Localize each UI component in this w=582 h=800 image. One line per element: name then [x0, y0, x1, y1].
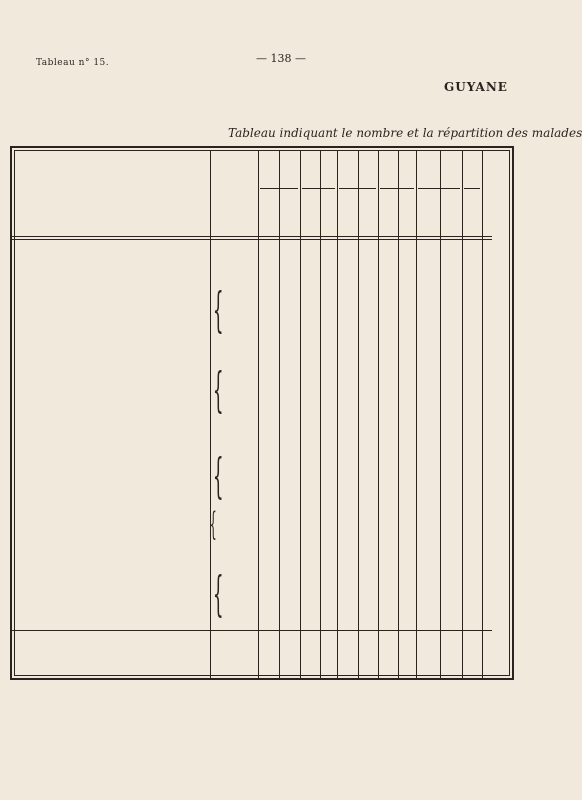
table-number: Tableau n° 15.: [36, 58, 110, 68]
table-title: Tableau indiquant le nombre et la répartition des malades: [228, 126, 582, 140]
table-frame: [10, 146, 514, 680]
page-number: — 138 —: [256, 52, 306, 65]
column-group-rule: [260, 188, 298, 189]
column-group-rule: [339, 188, 376, 189]
row-brace: {: [209, 505, 217, 543]
table-column-divider: [279, 150, 280, 678]
totals-rule: [12, 630, 492, 631]
colony-heading: GUYANE: [444, 80, 508, 94]
row-brace: {: [212, 362, 224, 418]
row-brace: {: [212, 282, 224, 338]
table-column-divider: [210, 150, 211, 678]
row-brace: {: [212, 566, 224, 622]
table-column-divider: [378, 150, 379, 678]
table-header-rule: [12, 239, 492, 240]
table-column-divider: [440, 150, 441, 678]
table-column-divider: [300, 150, 301, 678]
table-column-divider: [416, 150, 417, 678]
table-column-divider: [482, 150, 483, 678]
table-column-divider: [462, 150, 463, 678]
table-header-rule: [12, 236, 492, 237]
column-group-rule: [380, 188, 414, 189]
column-group-rule: [464, 188, 480, 189]
table-column-divider: [258, 150, 259, 678]
table-column-divider: [320, 150, 321, 678]
table-column-divider: [358, 150, 359, 678]
table-column-divider: [398, 150, 399, 678]
column-group-rule: [418, 188, 460, 189]
column-group-rule: [302, 188, 335, 189]
table-column-divider: [337, 150, 338, 678]
row-brace: {: [212, 448, 224, 504]
